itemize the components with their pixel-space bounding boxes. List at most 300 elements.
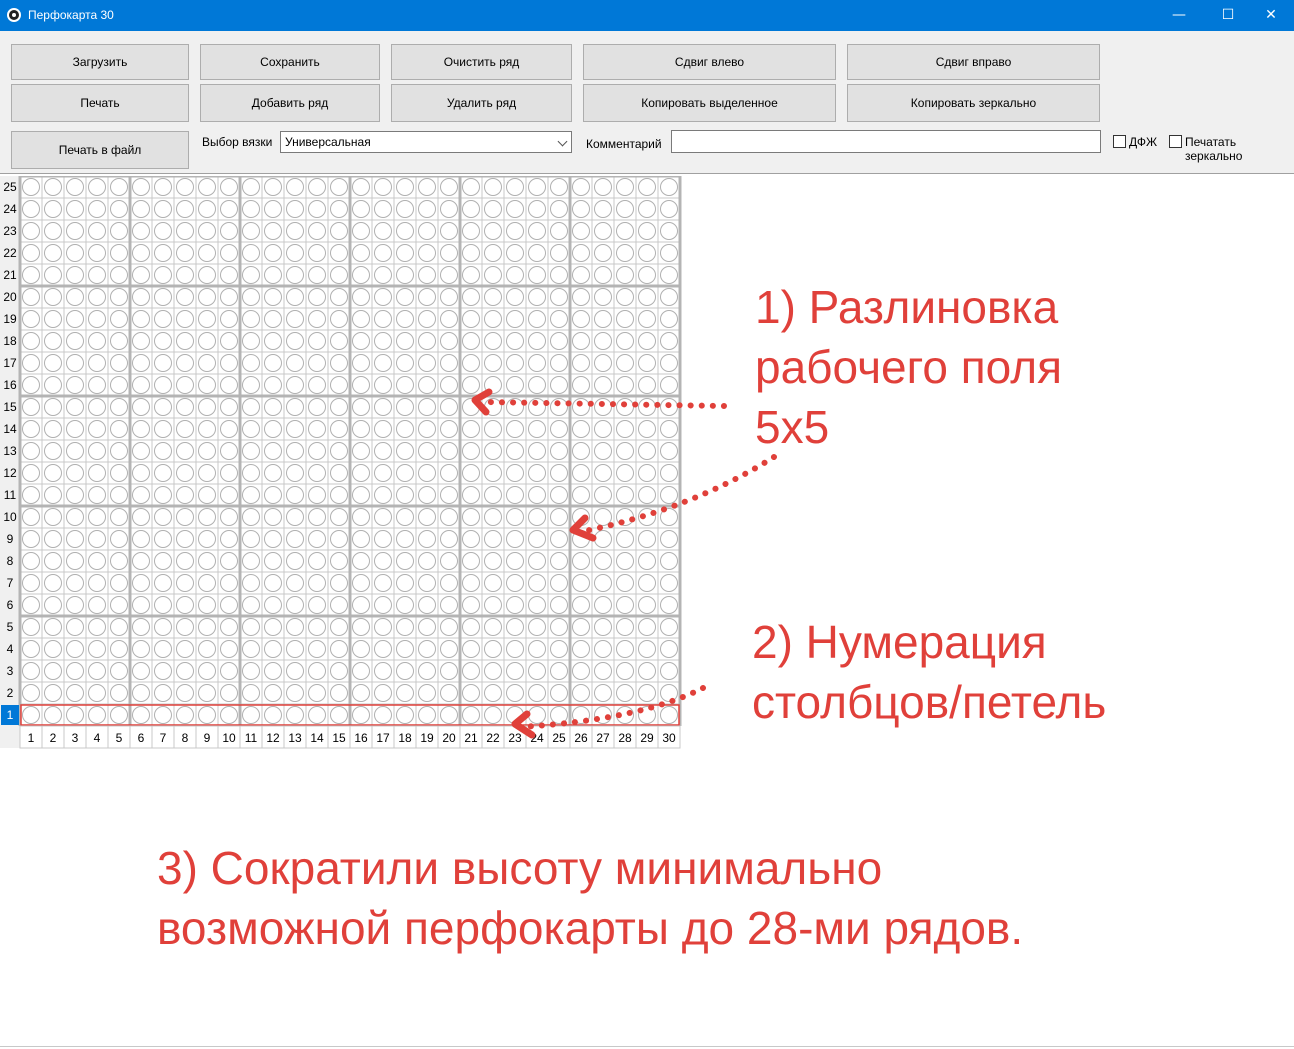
grid-cell[interactable]	[482, 550, 504, 572]
grid-cell[interactable]	[218, 264, 240, 286]
grid-cell[interactable]	[526, 330, 548, 352]
grid-cell[interactable]	[636, 286, 658, 308]
grid-cell[interactable]	[20, 330, 42, 352]
grid-cell[interactable]	[658, 572, 680, 594]
grid-cell[interactable]	[548, 198, 570, 220]
grid-cell[interactable]	[504, 330, 526, 352]
grid-cell[interactable]	[416, 264, 438, 286]
grid-cell[interactable]	[614, 616, 636, 638]
grid-cell[interactable]	[306, 264, 328, 286]
grid-cell[interactable]	[482, 528, 504, 550]
grid-cell[interactable]	[350, 330, 372, 352]
grid-cell[interactable]	[108, 638, 130, 660]
grid-cell[interactable]	[658, 352, 680, 374]
grid-cell[interactable]	[108, 198, 130, 220]
grid-cell[interactable]	[130, 682, 152, 704]
grid-cell[interactable]	[636, 264, 658, 286]
grid-cell[interactable]	[372, 638, 394, 660]
grid-cell[interactable]	[636, 462, 658, 484]
grid-cell[interactable]	[482, 506, 504, 528]
grid-cell[interactable]	[658, 286, 680, 308]
grid-cell[interactable]	[526, 242, 548, 264]
grid-cell[interactable]	[64, 242, 86, 264]
grid-cell[interactable]	[328, 550, 350, 572]
grid-cell[interactable]	[174, 264, 196, 286]
grid-cell[interactable]	[240, 286, 262, 308]
grid-cell[interactable]	[262, 660, 284, 682]
grid-cell[interactable]	[108, 572, 130, 594]
grid-cell[interactable]	[86, 352, 108, 374]
grid-cell[interactable]	[42, 264, 64, 286]
grid-cell[interactable]	[20, 594, 42, 616]
grid-cell[interactable]	[592, 638, 614, 660]
grid-cell[interactable]	[526, 374, 548, 396]
grid-cell[interactable]	[196, 616, 218, 638]
grid-cell[interactable]	[460, 330, 482, 352]
grid-cell[interactable]	[592, 242, 614, 264]
grid-cell[interactable]	[64, 572, 86, 594]
grid-cell[interactable]	[394, 594, 416, 616]
grid-cell[interactable]	[548, 484, 570, 506]
grid-cell[interactable]	[240, 264, 262, 286]
grid-cell[interactable]	[240, 638, 262, 660]
grid-cell[interactable]	[394, 572, 416, 594]
grid-cell[interactable]	[20, 616, 42, 638]
grid-cell[interactable]	[328, 638, 350, 660]
grid-cell[interactable]	[328, 418, 350, 440]
clear-row-button[interactable]: Очистить ряд	[391, 44, 572, 80]
punch-card-grid[interactable]	[0, 176, 684, 750]
grid-cell[interactable]	[130, 484, 152, 506]
grid-cell[interactable]	[504, 396, 526, 418]
grid-cell[interactable]	[636, 660, 658, 682]
grid-cell[interactable]	[570, 418, 592, 440]
grid-cell[interactable]	[42, 220, 64, 242]
grid-cell[interactable]	[438, 682, 460, 704]
grid-cell[interactable]	[658, 682, 680, 704]
dfzh-checkbox[interactable]	[1113, 135, 1126, 148]
grid-cell[interactable]	[372, 462, 394, 484]
grid-cell[interactable]	[64, 660, 86, 682]
grid-cell[interactable]	[658, 638, 680, 660]
grid-cell[interactable]	[174, 220, 196, 242]
grid-cell[interactable]	[482, 594, 504, 616]
grid-cell[interactable]	[174, 176, 196, 198]
grid-cell[interactable]	[548, 462, 570, 484]
grid-cell[interactable]	[438, 462, 460, 484]
grid-cell[interactable]	[636, 374, 658, 396]
grid-cell[interactable]	[196, 462, 218, 484]
grid-cell[interactable]	[240, 660, 262, 682]
grid-cell[interactable]	[592, 352, 614, 374]
grid-cell[interactable]	[416, 352, 438, 374]
grid-cell[interactable]	[658, 176, 680, 198]
grid-cell[interactable]	[42, 660, 64, 682]
grid-cell[interactable]	[284, 660, 306, 682]
grid-cell[interactable]	[658, 396, 680, 418]
copy-mirror-button[interactable]: Копировать зеркально	[847, 84, 1100, 122]
grid-cell[interactable]	[306, 704, 328, 726]
grid-cell[interactable]	[592, 484, 614, 506]
grid-cell[interactable]	[350, 242, 372, 264]
grid-cell[interactable]	[372, 242, 394, 264]
grid-cell[interactable]	[64, 550, 86, 572]
grid-cell[interactable]	[438, 374, 460, 396]
grid-cell[interactable]	[262, 308, 284, 330]
grid-cell[interactable]	[64, 638, 86, 660]
grid-cell[interactable]	[658, 330, 680, 352]
grid-cell[interactable]	[394, 682, 416, 704]
grid-cell[interactable]	[262, 198, 284, 220]
grid-cell[interactable]	[614, 330, 636, 352]
grid-cell[interactable]	[416, 176, 438, 198]
grid-cell[interactable]	[636, 572, 658, 594]
grid-cell[interactable]	[592, 396, 614, 418]
grid-cell[interactable]	[350, 418, 372, 440]
grid-cell[interactable]	[526, 528, 548, 550]
grid-cell[interactable]	[152, 616, 174, 638]
grid-cell[interactable]	[218, 440, 240, 462]
grid-cell[interactable]	[174, 330, 196, 352]
grid-cell[interactable]	[416, 418, 438, 440]
grid-cell[interactable]	[526, 638, 548, 660]
grid-cell[interactable]	[438, 220, 460, 242]
grid-cell[interactable]	[306, 198, 328, 220]
grid-cell[interactable]	[460, 506, 482, 528]
grid-cell[interactable]	[20, 550, 42, 572]
grid-cell[interactable]	[152, 484, 174, 506]
grid-cell[interactable]	[460, 396, 482, 418]
grid-cell[interactable]	[372, 264, 394, 286]
grid-cell[interactable]	[284, 462, 306, 484]
grid-cell[interactable]	[548, 374, 570, 396]
grid-cell[interactable]	[438, 572, 460, 594]
grid-cell[interactable]	[372, 308, 394, 330]
grid-cell[interactable]	[42, 352, 64, 374]
grid-cell[interactable]	[570, 616, 592, 638]
grid-cell[interactable]	[196, 176, 218, 198]
grid-cell[interactable]	[64, 528, 86, 550]
grid-cell[interactable]	[350, 352, 372, 374]
grid-cell[interactable]	[636, 484, 658, 506]
grid-cell[interactable]	[438, 638, 460, 660]
grid-cell[interactable]	[262, 550, 284, 572]
grid-cell[interactable]	[240, 308, 262, 330]
add-row-button[interactable]: Добавить ряд	[200, 84, 380, 122]
grid-cell[interactable]	[614, 308, 636, 330]
grid-cell[interactable]	[482, 286, 504, 308]
grid-cell[interactable]	[284, 704, 306, 726]
grid-cell[interactable]	[504, 484, 526, 506]
grid-cell[interactable]	[174, 396, 196, 418]
grid-cell[interactable]	[240, 484, 262, 506]
grid-cell[interactable]	[196, 572, 218, 594]
grid-cell[interactable]	[526, 506, 548, 528]
grid-cell[interactable]	[416, 528, 438, 550]
grid-cell[interactable]	[174, 462, 196, 484]
grid-cell[interactable]	[482, 330, 504, 352]
grid-cell[interactable]	[42, 616, 64, 638]
grid-cell[interactable]	[240, 528, 262, 550]
grid-cell[interactable]	[394, 660, 416, 682]
grid-cell[interactable]	[20, 374, 42, 396]
grid-cell[interactable]	[592, 308, 614, 330]
grid-cell[interactable]	[592, 682, 614, 704]
grid-cell[interactable]	[592, 418, 614, 440]
grid-cell[interactable]	[86, 506, 108, 528]
comment-input[interactable]	[671, 130, 1101, 153]
grid-cell[interactable]	[86, 396, 108, 418]
grid-cell[interactable]	[152, 594, 174, 616]
grid-cell[interactable]	[328, 242, 350, 264]
grid-cell[interactable]	[570, 308, 592, 330]
grid-cell[interactable]	[108, 176, 130, 198]
grid-cell[interactable]	[174, 550, 196, 572]
grid-cell[interactable]	[592, 286, 614, 308]
grid-cell[interactable]	[284, 418, 306, 440]
grid-cell[interactable]	[306, 682, 328, 704]
grid-cell[interactable]	[20, 682, 42, 704]
grid-cell[interactable]	[42, 440, 64, 462]
grid-cell[interactable]	[416, 374, 438, 396]
grid-cell[interactable]	[262, 616, 284, 638]
grid-cell[interactable]	[196, 506, 218, 528]
grid-cell[interactable]	[174, 286, 196, 308]
grid-cell[interactable]	[328, 594, 350, 616]
grid-cell[interactable]	[614, 682, 636, 704]
grid-cell[interactable]	[394, 506, 416, 528]
grid-cell[interactable]	[284, 198, 306, 220]
grid-cell[interactable]	[482, 352, 504, 374]
grid-cell[interactable]	[306, 176, 328, 198]
grid-cell[interactable]	[86, 660, 108, 682]
grid-cell[interactable]	[548, 506, 570, 528]
grid-cell[interactable]	[86, 242, 108, 264]
grid-cell[interactable]	[174, 682, 196, 704]
grid-cell[interactable]	[42, 418, 64, 440]
grid-cell[interactable]	[460, 308, 482, 330]
grid-cell[interactable]	[218, 308, 240, 330]
grid-cell[interactable]	[328, 660, 350, 682]
grid-cell[interactable]	[86, 198, 108, 220]
grid-cell[interactable]	[108, 682, 130, 704]
grid-cell[interactable]	[64, 682, 86, 704]
print-to-file-button[interactable]: Печать в файл	[11, 131, 189, 169]
grid-cell[interactable]	[570, 484, 592, 506]
grid-cell[interactable]	[526, 308, 548, 330]
grid-cell[interactable]	[218, 176, 240, 198]
grid-cell[interactable]	[570, 330, 592, 352]
grid-cell[interactable]	[42, 176, 64, 198]
grid-cell[interactable]	[372, 418, 394, 440]
grid-cell[interactable]	[174, 352, 196, 374]
grid-cell[interactable]	[614, 660, 636, 682]
grid-cell[interactable]	[108, 352, 130, 374]
grid-cell[interactable]	[218, 616, 240, 638]
grid-cell[interactable]	[86, 286, 108, 308]
grid-cell[interactable]	[416, 660, 438, 682]
grid-cell[interactable]	[372, 176, 394, 198]
grid-cell[interactable]	[218, 462, 240, 484]
grid-cell[interactable]	[20, 308, 42, 330]
grid-cell[interactable]	[482, 308, 504, 330]
grid-cell[interactable]	[218, 528, 240, 550]
grid-cell[interactable]	[196, 418, 218, 440]
grid-cell[interactable]	[614, 572, 636, 594]
grid-cell[interactable]	[636, 550, 658, 572]
grid-cell[interactable]	[240, 572, 262, 594]
grid-cell[interactable]	[570, 264, 592, 286]
grid-cell[interactable]	[108, 594, 130, 616]
grid-cell[interactable]	[108, 528, 130, 550]
grid-cell[interactable]	[284, 528, 306, 550]
grid-cell[interactable]	[526, 550, 548, 572]
grid-cell[interactable]	[42, 242, 64, 264]
grid-cell[interactable]	[350, 220, 372, 242]
grid-cell[interactable]	[218, 572, 240, 594]
grid-cell[interactable]	[20, 506, 42, 528]
grid-cell[interactable]	[592, 528, 614, 550]
grid-cell[interactable]	[394, 418, 416, 440]
grid-cell[interactable]	[636, 396, 658, 418]
grid-cell[interactable]	[438, 286, 460, 308]
grid-cell[interactable]	[174, 440, 196, 462]
grid-cell[interactable]	[130, 198, 152, 220]
grid-cell[interactable]	[64, 506, 86, 528]
grid-cell[interactable]	[196, 704, 218, 726]
grid-cell[interactable]	[350, 704, 372, 726]
grid-cell[interactable]	[438, 484, 460, 506]
grid-cell[interactable]	[504, 286, 526, 308]
grid-cell[interactable]	[394, 396, 416, 418]
grid-cell[interactable]	[438, 176, 460, 198]
grid-cell[interactable]	[86, 462, 108, 484]
grid-cell[interactable]	[328, 308, 350, 330]
grid-cell[interactable]	[526, 352, 548, 374]
grid-cell[interactable]	[614, 176, 636, 198]
grid-cell[interactable]	[130, 462, 152, 484]
grid-cell[interactable]	[240, 374, 262, 396]
grid-cell[interactable]	[152, 660, 174, 682]
grid-cell[interactable]	[460, 572, 482, 594]
grid-cell[interactable]	[86, 374, 108, 396]
grid-cell[interactable]	[460, 484, 482, 506]
grid-cell[interactable]	[284, 352, 306, 374]
grid-cell[interactable]	[108, 308, 130, 330]
grid-cell[interactable]	[394, 264, 416, 286]
grid-cell[interactable]	[636, 330, 658, 352]
grid-cell[interactable]	[42, 572, 64, 594]
grid-cell[interactable]	[284, 484, 306, 506]
grid-cell[interactable]	[130, 528, 152, 550]
grid-cell[interactable]	[416, 484, 438, 506]
grid-cell[interactable]	[394, 374, 416, 396]
grid-cell[interactable]	[86, 528, 108, 550]
grid-cell[interactable]	[438, 242, 460, 264]
grid-cell[interactable]	[614, 396, 636, 418]
grid-cell[interactable]	[86, 176, 108, 198]
grid-cell[interactable]	[614, 418, 636, 440]
grid-cell[interactable]	[614, 220, 636, 242]
grid-cell[interactable]	[108, 242, 130, 264]
grid-cell[interactable]	[218, 330, 240, 352]
grid-cell[interactable]	[526, 264, 548, 286]
grid-cell[interactable]	[482, 220, 504, 242]
grid-cell[interactable]	[130, 308, 152, 330]
grid-cell[interactable]	[438, 528, 460, 550]
grid-cell[interactable]	[174, 506, 196, 528]
grid-cell[interactable]	[504, 506, 526, 528]
grid-cell[interactable]	[460, 682, 482, 704]
grid-cell[interactable]	[504, 638, 526, 660]
grid-cell[interactable]	[218, 220, 240, 242]
grid-cell[interactable]	[614, 286, 636, 308]
grid-cell[interactable]	[460, 528, 482, 550]
grid-cell[interactable]	[152, 374, 174, 396]
grid-cell[interactable]	[482, 484, 504, 506]
grid-cell[interactable]	[526, 704, 548, 726]
grid-cell[interactable]	[614, 198, 636, 220]
grid-cell[interactable]	[130, 704, 152, 726]
grid-cell[interactable]	[614, 352, 636, 374]
grid-cell[interactable]	[328, 682, 350, 704]
grid-cell[interactable]	[482, 264, 504, 286]
grid-cell[interactable]	[328, 440, 350, 462]
grid-cell[interactable]	[592, 704, 614, 726]
grid-cell[interactable]	[130, 616, 152, 638]
grid-cell[interactable]	[42, 462, 64, 484]
grid-cell[interactable]	[130, 572, 152, 594]
grid-cell[interactable]	[548, 550, 570, 572]
grid-cell[interactable]	[20, 704, 42, 726]
grid-cell[interactable]	[174, 198, 196, 220]
grid-cell[interactable]	[218, 484, 240, 506]
grid-cell[interactable]	[504, 374, 526, 396]
grid-cell[interactable]	[548, 440, 570, 462]
grid-cell[interactable]	[592, 462, 614, 484]
grid-cell[interactable]	[328, 506, 350, 528]
grid-cell[interactable]	[218, 242, 240, 264]
grid-cell[interactable]	[328, 484, 350, 506]
grid-cell[interactable]	[350, 506, 372, 528]
grid-cell[interactable]	[20, 242, 42, 264]
grid-cell[interactable]	[570, 462, 592, 484]
grid-cell[interactable]	[636, 594, 658, 616]
grid-cell[interactable]	[20, 286, 42, 308]
grid-cell[interactable]	[262, 396, 284, 418]
grid-cell[interactable]	[218, 374, 240, 396]
grid-cell[interactable]	[328, 176, 350, 198]
grid-cell[interactable]	[394, 638, 416, 660]
grid-cell[interactable]	[64, 330, 86, 352]
grid-cell[interactable]	[460, 264, 482, 286]
grid-cell[interactable]	[658, 528, 680, 550]
grid-cell[interactable]	[570, 242, 592, 264]
grid-cell[interactable]	[328, 286, 350, 308]
grid-cell[interactable]	[570, 506, 592, 528]
grid-cell[interactable]	[658, 616, 680, 638]
grid-cell[interactable]	[262, 330, 284, 352]
grid-cell[interactable]	[394, 484, 416, 506]
grid-cell[interactable]	[108, 440, 130, 462]
grid-cell[interactable]	[152, 638, 174, 660]
grid-cell[interactable]	[20, 462, 42, 484]
delete-row-button[interactable]: Удалить ряд	[391, 84, 572, 122]
grid-cell[interactable]	[196, 528, 218, 550]
grid-cell[interactable]	[262, 594, 284, 616]
grid-cell[interactable]	[416, 616, 438, 638]
grid-cell[interactable]	[130, 374, 152, 396]
